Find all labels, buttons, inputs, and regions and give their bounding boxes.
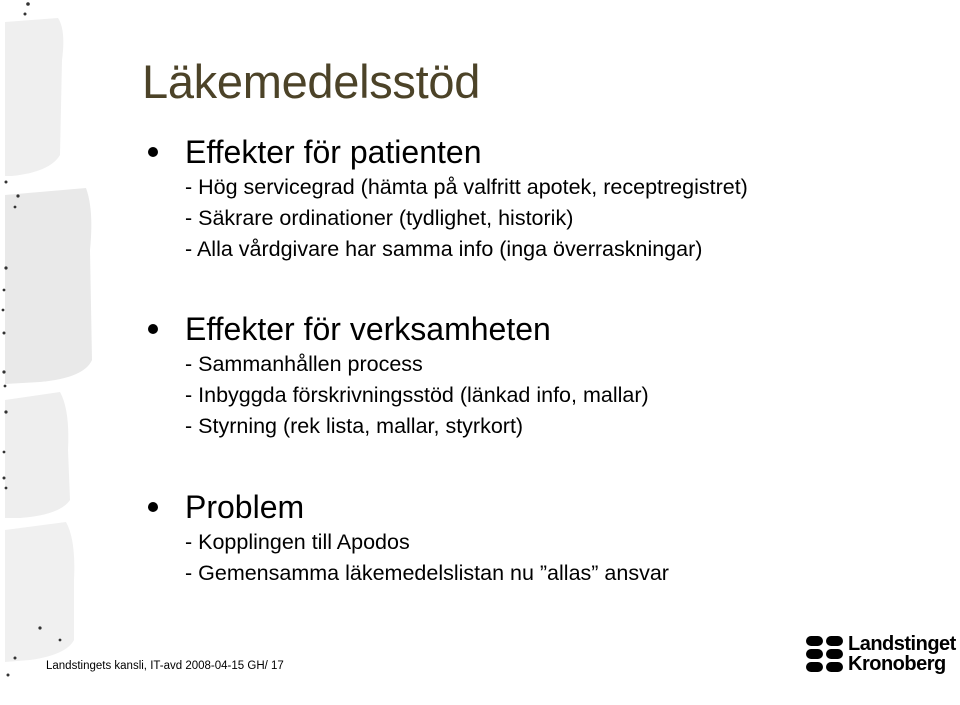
section-organization-effects (148, 309, 928, 442)
section-heading: Effekter för patienten (185, 134, 482, 170)
list-item: - Sammanhållen process (185, 352, 423, 376)
list-item: - Säkrare ordinationer (tydlighet, historik) (185, 206, 574, 230)
logo-mark-icon (806, 634, 844, 674)
section-heading: Problem (185, 489, 305, 525)
section-heading-row (148, 487, 928, 527)
section-patient-effects (148, 132, 928, 265)
landstinget-kronoberg-logo (806, 634, 956, 674)
list-item: - Kopplingen till Apodos (185, 530, 410, 554)
bullet-icon (148, 147, 158, 157)
list-item: - Inbyggda förskrivningsstöd (länkad info, mallar) (185, 383, 649, 407)
list-item: - Hög servicegrad (hämta på valfritt apotek, receptregistret) (185, 175, 748, 199)
footer-text: Landstingets kansli, IT-avd 2008-04-15 GH/ 17 (46, 660, 284, 672)
logo-line-1: Landstinget (848, 633, 956, 655)
section-problems (148, 487, 928, 589)
list-item: - Gemensamma läkemedelslistan nu ”allas” ansvar (185, 561, 669, 585)
bullet-icon (148, 324, 158, 334)
list-item: - Styrning (rek lista, mallar, styrkort) (185, 414, 524, 438)
slide-title: Läkemedelsstöd (142, 55, 481, 108)
section-heading: Effekter för verksamheten (185, 311, 551, 347)
section-heading-row (148, 309, 928, 349)
section-heading-row (148, 132, 928, 172)
logo-line-2: Kronoberg (848, 653, 946, 675)
list-item: - Alla vårdgivare har samma info (inga överraskningar) (185, 237, 703, 261)
decorative-background-shapes (0, 0, 110, 705)
logo-text (848, 634, 956, 674)
bullet-icon (148, 502, 158, 512)
